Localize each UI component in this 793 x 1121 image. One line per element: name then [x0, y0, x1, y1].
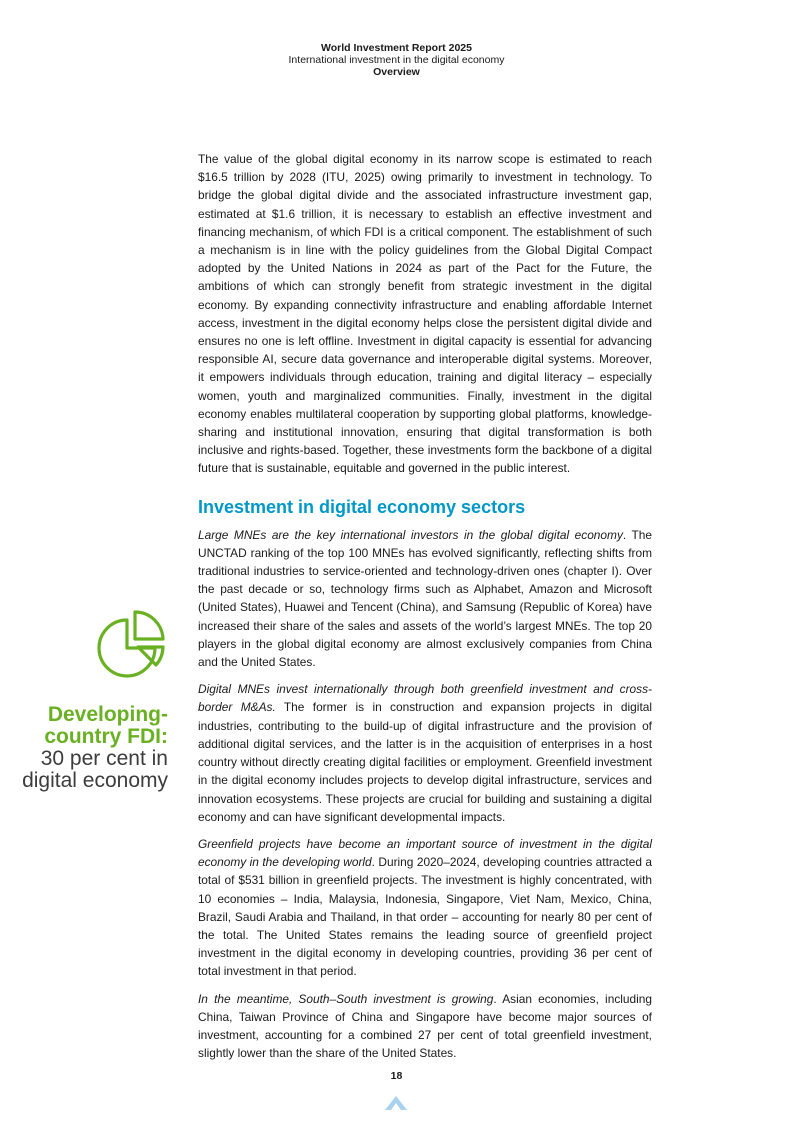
paragraph-text: . Asian economies, including China, Taiwan Province of China and Singapore have become major sources of investment, accounting for a combined 27 per cent of total greenfield investment, slightly lower than the share of the United States. — [198, 991, 652, 1061]
callout-bold: Developing-country FDI: — [44, 703, 168, 748]
paragraph-large-mnes — [198, 526, 652, 672]
callout-light: 30 per cent in digital economy — [22, 747, 168, 792]
paragraph-lead: Greenfield projects have become an important source of investment in the digital economy in the developing world — [198, 836, 652, 870]
chevron-up-icon[interactable] — [383, 1088, 409, 1114]
paragraph-lead: Large MNEs are the key international investors in the global digital economy — [198, 527, 623, 542]
page-number: 18 — [390, 1070, 403, 1082]
paragraph-digital-mnes — [198, 680, 652, 826]
paragraph-text: . During 2020–2024, developing countries attracted a total of $531 billion in greenfield projects. The investment is highly concentrated, with 10 economies – India, Malaysia, Indonesia, Singapore, Viet Nam, Mexico, China, Brazil, Saudi Arabia and Thailand, in that order – accounting for nearly 80 per cent of the total. The United States remains the leading source of greenfield project investment in the digital economy in developing countries, providing 36 per cent of total investment in that period. — [198, 855, 652, 979]
paragraph-text: . The UNCTAD ranking of the top 100 MNEs has evolved significantly, reflecting shifts from traditional industries to service-oriented and technology-driven ones (chapter I). Over the past decade or so, technology firms such as Alphabet, Amazon and Microsoft (United States), Huawei and Tencent (China), and Samsung (Republic of Korea) have increased their share of the sales and assets of the world’s largest MNEs. The top 20 players in the global digital economy are almost exclusively companies from China and the United States. — [198, 527, 652, 670]
paragraph-lead: Digital MNEs invest internationally through both greenfield investment and cross-border M&As. — [198, 682, 652, 715]
paragraph-lead: In the meantime, South–South investment is growing — [198, 991, 494, 1006]
report-subtitle: International investment in the digital economy — [288, 54, 505, 66]
report-section: Overview — [373, 66, 420, 78]
page-header — [0, 42, 793, 78]
pie-chart-icon — [95, 610, 171, 686]
main-content — [198, 150, 652, 1071]
paragraph-text: The former is in construction and expansion projects in digital industries, contributing to the build-up of digital infrastructure and the provision of additional digital services, and the latter is in the acquisition of enterprises in a host country without directly creating digital facilities or employment. Greenfield investment in the digital economy includes projects to develop digital infrastructure, services and innovation ecosystems. These projects are crucial for building and sustaining a digital economy and can have significant developmental impacts. — [198, 700, 652, 824]
paragraph-south-south — [198, 990, 652, 1063]
paragraph-greenfield — [198, 835, 652, 981]
callout-text — [14, 704, 168, 792]
section-heading: Investment in digital economy sectors — [198, 496, 526, 517]
report-title: World Investment Report 2025 — [321, 42, 472, 54]
intro-paragraph: The value of the global digital economy in its narrow scope is estimated to reach $16.5 trillion by 2028 (ITU, 2025) owing primarily to investment in technology. To bridge the global digital divide and the associated infrastructure investment gap, estimated at $1.6 trillion, it is necessary to establish an effective investment and financing mechanism, of which FDI is a critical component. The establishment of such a mechanism is in line with the policy guidelines from the Global Digital Compact adopted by the United Nations in 2024 as part of the Pact for the Future, the ambitions of which can strongly benefit from strategic investment in the digital economy. By expanding connectivity infrastructure and enabling affordable Internet access, investment in the digital economy helps close the persistent digital divide and ensures no one is left offline. Investment in digital capacity is essential for advancing responsible AI, secure data governance and interoperable digital systems. Moreover, it empowers individuals through education, training and digital literacy – especially women, youth and marginalized communities. Finally, investment in the digital economy enables multilateral cooperation by supporting global platforms, knowledge-sharing and institutional innovation, ensuring that digital transformation is both inclusive and rights-based. Together, these investments form the backbone of a digital future that is sustainable, equitable and governed in the public interest. — [198, 152, 652, 476]
